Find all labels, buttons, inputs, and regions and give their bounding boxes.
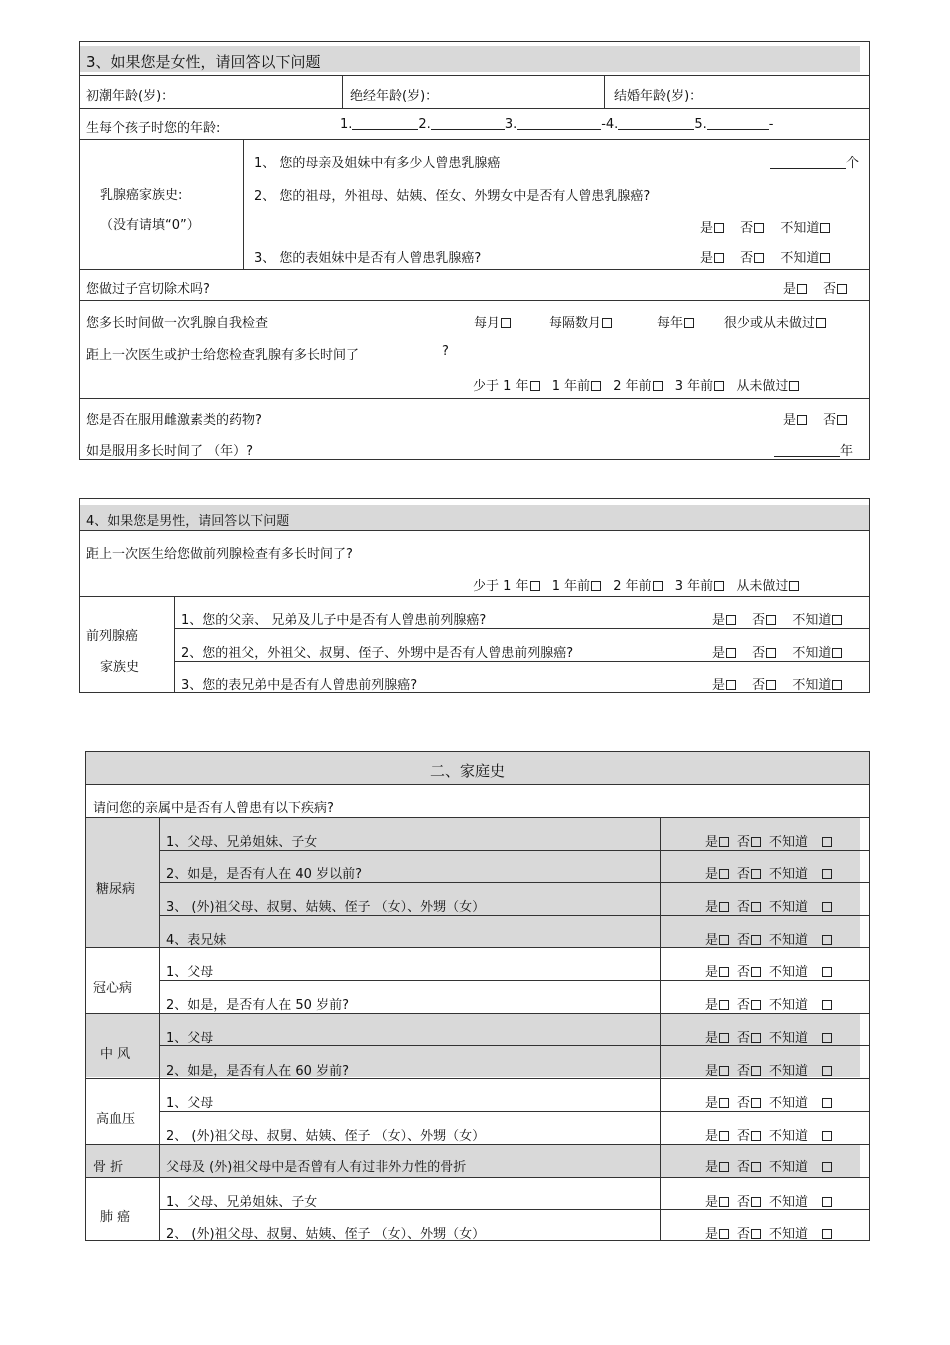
yes-checkbox[interactable]	[719, 1033, 729, 1043]
hypertension-item-2: 2、 (外)祖父母、叔舅、姑姨、侄子 （女）、外甥（女）	[166, 1129, 486, 1144]
doctor-exam-qmark: ?	[442, 344, 449, 359]
self-exam-yearly: 每年	[657, 312, 694, 331]
bc-q2-no-checkbox[interactable]	[754, 223, 764, 233]
doctor-exam-lt1-checkbox[interactable]	[530, 381, 540, 391]
no-checkbox[interactable]	[751, 1131, 761, 1141]
yes-checkbox[interactable]	[719, 1162, 729, 1172]
hysterectomy-question: 您做过子宫切除术吗?	[86, 282, 210, 297]
bc-question-1: 1、 您的母亲及姐妹中有多少人曾患乳腺癌	[254, 156, 501, 171]
fh-answers-row: 是 否 不知道	[705, 1156, 832, 1175]
yes-checkbox[interactable]	[719, 935, 729, 945]
unknown-checkbox[interactable]	[822, 935, 832, 945]
disease-stroke: 中 风	[100, 1047, 131, 1062]
unknown-checkbox[interactable]	[822, 869, 832, 879]
bc-q2-unknown-checkbox[interactable]	[820, 223, 830, 233]
yes-checkbox[interactable]	[719, 1000, 729, 1010]
yes-checkbox[interactable]	[719, 1066, 729, 1076]
self-exam-rarely: 很少或从未做过	[724, 312, 826, 331]
self-exam-rarely-checkbox[interactable]	[816, 318, 826, 328]
no-checkbox[interactable]	[751, 1033, 761, 1043]
bc-q2-yes-checkbox[interactable]	[714, 223, 724, 233]
pc-q1-answers: 是 否 不知道	[712, 609, 842, 628]
pc-q3-yes-checkbox[interactable]	[726, 680, 736, 690]
fh-answers-row: 是 否 不知道	[705, 831, 832, 850]
diabetes-item-2: 2、如是，是否有人在 40 岁以前?	[166, 867, 362, 882]
self-exam-monthly: 每月	[474, 312, 511, 331]
fh-answers-row: 是 否 不知道	[705, 896, 832, 915]
hysterectomy-answers: 是 否	[783, 278, 847, 297]
male-section-title: 4、如果您是男性，请回答以下问题	[86, 514, 290, 529]
self-exam-months-checkbox[interactable]	[602, 318, 612, 328]
yes-checkbox[interactable]	[719, 1131, 729, 1141]
yes-checkbox[interactable]	[719, 1197, 729, 1207]
no-checkbox[interactable]	[751, 902, 761, 912]
yes-checkbox[interactable]	[719, 967, 729, 977]
breast-cancer-family-hint: （没有请填“0”）	[100, 218, 200, 233]
pc-question-3: 3、您的表兄弟中是否有人曾患前列腺癌?	[181, 678, 418, 693]
unknown-checkbox[interactable]	[822, 1229, 832, 1239]
no-checkbox[interactable]	[751, 1162, 761, 1172]
diabetes-item-3: 3、 (外)祖父母、叔舅、姑姨、侄子 （女）、外甥（女）	[166, 900, 486, 915]
prostate-family-label-2: 家族史	[100, 660, 140, 675]
hypertension-item-1: 1、父母	[166, 1096, 214, 1111]
bc-question-3: 3、 您的表姐妹中是否有人曾患乳腺癌?	[254, 251, 482, 266]
fh-answers-row: 是 否 不知道	[705, 1027, 832, 1046]
no-checkbox[interactable]	[751, 1229, 761, 1239]
lung-cancer-item-1: 1、父母、兄弟姐妹、子女	[166, 1195, 318, 1210]
marriage-age-field[interactable]: 结婚年龄(岁)：	[614, 89, 703, 104]
lung-cancer-item-2: 2、 (外)祖父母、叔舅、姑姨、侄子 （女）、外甥（女）	[166, 1227, 486, 1242]
bc-q2-answers: 是 否 不知道	[700, 217, 830, 236]
pc-q3-answers: 是 否 不知道	[712, 674, 842, 693]
disease-coronary: 冠心病	[93, 981, 133, 996]
yes-checkbox[interactable]	[719, 837, 729, 847]
no-checkbox[interactable]	[751, 869, 761, 879]
fh-answers-row: 是 否 不知道	[705, 1223, 832, 1242]
unknown-checkbox[interactable]	[822, 967, 832, 977]
pc-q1-no-checkbox[interactable]	[766, 615, 776, 625]
yes-checkbox[interactable]	[719, 1098, 729, 1108]
self-exam-yearly-checkbox[interactable]	[684, 318, 694, 328]
prostate-exam-question: 距上一次医生给您做前列腺检查有多长时间了?	[86, 547, 353, 562]
hormone-answers: 是 否	[783, 409, 847, 428]
no-checkbox[interactable]	[751, 967, 761, 977]
bc-q3-answers: 是 否 不知道	[700, 247, 830, 266]
unknown-checkbox[interactable]	[822, 1197, 832, 1207]
bc-q3-unknown-checkbox[interactable]	[820, 253, 830, 263]
unknown-checkbox[interactable]	[822, 1162, 832, 1172]
pc-q1-yes-checkbox[interactable]	[726, 615, 736, 625]
self-exam-question: 您多长时间做一次乳腺自我检查	[86, 316, 269, 331]
unknown-checkbox[interactable]	[822, 902, 832, 912]
fh-answers-row: 是 否 不知道	[705, 1191, 832, 1210]
coronary-item-1: 1、父母	[166, 965, 214, 980]
no-checkbox[interactable]	[751, 1000, 761, 1010]
unknown-checkbox[interactable]	[822, 837, 832, 847]
no-checkbox[interactable]	[751, 935, 761, 945]
no-checkbox[interactable]	[751, 1098, 761, 1108]
child-2-label: 2.	[418, 117, 431, 132]
hormone-no-checkbox[interactable]	[837, 415, 847, 425]
hormone-duration-input[interactable]	[774, 440, 853, 459]
unknown-checkbox[interactable]	[822, 1131, 832, 1141]
pc-q2-yes-checkbox[interactable]	[726, 648, 736, 658]
pc-question-2: 2、您的祖父，外祖父、叔舅、侄子、外甥中是否有人曾患前列腺癌?	[181, 646, 574, 661]
doctor-exam-3y-checkbox[interactable]	[714, 381, 724, 391]
prostate-exam-3y-checkbox[interactable]	[714, 581, 724, 591]
coronary-item-2: 2、如是，是否有人在 50 岁前?	[166, 998, 349, 1013]
stroke-item-2: 2、如是，是否有人在 60 岁前?	[166, 1064, 349, 1079]
hormone-yes-checkbox[interactable]	[797, 415, 807, 425]
diabetes-item-1: 1、父母、兄弟姐妹、子女	[166, 835, 318, 850]
disease-lung-cancer: 肺 癌	[100, 1210, 131, 1225]
doctor-exam-1y-checkbox[interactable]	[591, 381, 601, 391]
female-section-title: 3、如果您是女性，请回答以下问题	[86, 53, 321, 71]
fh-answers-row: 是 否 不知道	[705, 929, 832, 948]
child-end-dash: -	[768, 117, 774, 132]
pc-q1-unknown-checkbox[interactable]	[832, 615, 842, 625]
fh-answers-row: 是 否 不知道	[705, 863, 832, 882]
bc-q3-yes-checkbox[interactable]	[714, 253, 724, 263]
fracture-item-1: 父母及 (外)祖父母中是否曾有人有过非外力性的骨折	[166, 1160, 467, 1175]
pc-q3-no-checkbox[interactable]	[766, 680, 776, 690]
child-age-label: 生每个孩子时您的年龄:	[86, 121, 221, 136]
prostate-exam-2y-checkbox[interactable]	[653, 581, 663, 591]
no-checkbox[interactable]	[751, 837, 761, 847]
bc-q3-no-checkbox[interactable]	[754, 253, 764, 263]
unknown-checkbox[interactable]	[822, 1033, 832, 1043]
no-checkbox[interactable]	[751, 1197, 761, 1207]
self-exam-monthly-checkbox[interactable]	[501, 318, 511, 328]
prostate-exam-1y-checkbox[interactable]	[591, 581, 601, 591]
hormone-duration-question: 如是服用多长时间了 （年）?	[86, 444, 254, 459]
prostate-exam-options: 少于 1 年 1 年前 2 年前 3 年前 从未做过	[473, 575, 799, 594]
pc-q2-unknown-checkbox[interactable]	[832, 648, 842, 658]
family-history-intro: 请问您的亲属中是否有人曾患有以下疾病?	[93, 801, 334, 816]
prostate-exam-never-checkbox[interactable]	[789, 581, 799, 591]
no-checkbox[interactable]	[751, 1066, 761, 1076]
bc-question-1-input[interactable]	[770, 152, 859, 171]
breast-cancer-family-label: 乳腺癌家族史:	[100, 188, 183, 203]
stroke-item-1: 1、父母	[166, 1031, 214, 1046]
fh-answers-row: 是 否 不知道	[705, 961, 832, 980]
menarche-age-field[interactable]: 初潮年龄(岁)：	[86, 89, 175, 104]
self-exam-months: 每隔数月	[549, 312, 612, 331]
yes-checkbox[interactable]	[719, 902, 729, 912]
pc-q2-no-checkbox[interactable]	[766, 648, 776, 658]
fh-answers-row: 是 否 不知道	[705, 1125, 832, 1144]
doctor-exam-options: 少于 1 年 1 年前 2 年前 3 年前 从未做过	[473, 375, 799, 394]
prostate-exam-lt1-checkbox[interactable]	[530, 581, 540, 591]
bc-question-2: 2、 您的祖母，外祖母、姑姨、侄女、外甥女中是否有人曾患乳腺癌?	[254, 189, 651, 204]
family-history-title: 二、家庭史	[430, 762, 506, 780]
pc-q2-answers: 是 否 不知道	[712, 642, 842, 661]
child-5-label: 5.	[694, 117, 707, 132]
fh-answers-row: 是 否 不知道	[705, 1092, 832, 1111]
hormone-duration-unit: 年	[840, 444, 854, 459]
child-age-fields[interactable]	[340, 117, 773, 132]
fh-answers-row: 是 否 不知道	[705, 994, 832, 1013]
disease-hypertension: 高血压	[96, 1112, 136, 1127]
child-4-label: -4.	[601, 117, 619, 132]
hysterectomy-no-checkbox[interactable]	[837, 284, 847, 294]
disease-diabetes: 糖尿病	[96, 882, 136, 897]
doctor-exam-question: 距上一次医生或护士给您检查乳腺有多长时间了	[86, 348, 360, 363]
unknown-checkbox[interactable]	[822, 1000, 832, 1010]
hormone-question: 您是否在服用雌激素类的药物?	[86, 413, 262, 428]
bc-q1-unit: 个	[846, 156, 860, 171]
yes-checkbox[interactable]	[719, 1229, 729, 1239]
yes-checkbox[interactable]	[719, 869, 729, 879]
unknown-checkbox[interactable]	[822, 1066, 832, 1076]
disease-fracture: 骨 折	[93, 1160, 124, 1175]
pc-question-1: 1、您的父亲、 兄弟及儿子中是否有人曾患前列腺癌?	[181, 613, 487, 628]
menopause-age-field[interactable]: 绝经年龄(岁)：	[350, 89, 439, 104]
prostate-family-label: 前列腺癌	[86, 629, 139, 644]
doctor-exam-never-checkbox[interactable]	[789, 381, 799, 391]
diabetes-item-4: 4、表兄妹	[166, 933, 227, 948]
doctor-exam-2y-checkbox[interactable]	[653, 381, 663, 391]
child-3-label: 3.	[504, 117, 518, 132]
child-1-label: 1.	[340, 117, 353, 132]
hysterectomy-yes-checkbox[interactable]	[797, 284, 807, 294]
pc-q3-unknown-checkbox[interactable]	[832, 680, 842, 690]
fh-answers-row: 是 否 不知道	[705, 1060, 832, 1079]
unknown-checkbox[interactable]	[822, 1098, 832, 1108]
